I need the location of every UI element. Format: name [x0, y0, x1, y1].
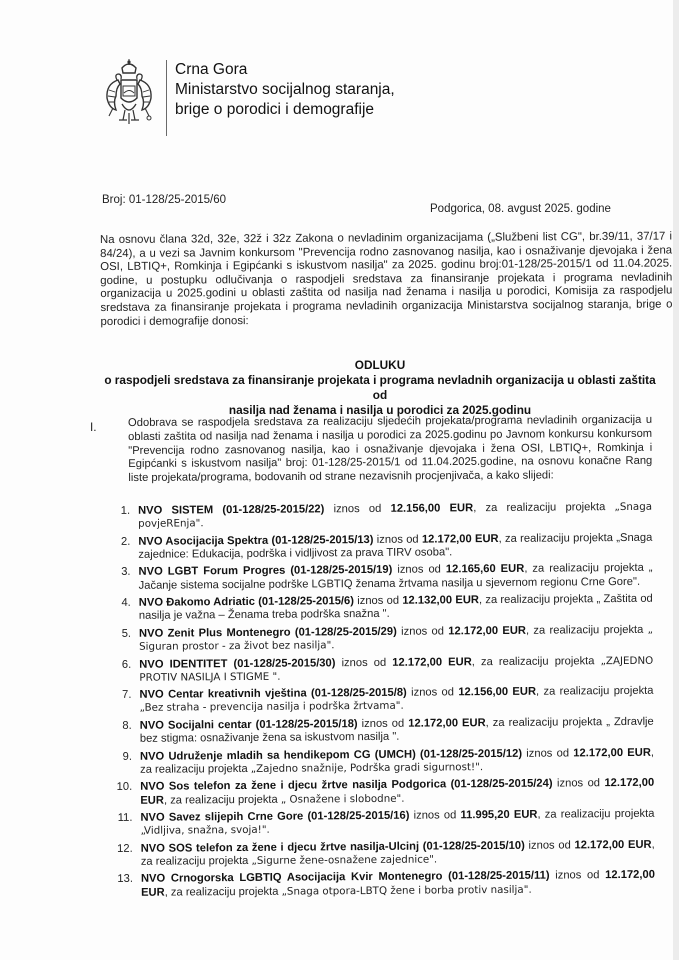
decision-heading: ODLUKU [354, 358, 406, 372]
project-title: „ Zdravlje bez stigma: osnaživanje žena sa iskustvom nasilja ". [139, 715, 654, 745]
decision-subtitle-line1: o raspodjeli sredstava za finansiranje projekata i programa nevladnih organizacija u oblasti zaštita od [104, 373, 656, 402]
organization: NVO Savez slijepih Crne Gore (01-128/25-2015/16) [140, 809, 410, 824]
ministry-name-line1: Ministarstvo socijalnog staranja, [175, 81, 395, 98]
list-item: 9. NVO Udruženje mladih sa hendikepom CG (UMCH) (01-128/25-2015/12) iznos od 12.172,00 EUR, za realizaciju projekta „Zajedno snažnije, Podrška gradi sigurnost!". [122, 746, 655, 776]
letterhead [104, 58, 395, 136]
page-edge-shadow [673, 0, 679, 960]
amount: 12.172,00 EUR [392, 655, 472, 669]
amount: 12.172,00 EUR [448, 624, 527, 638]
amount: 12.172,00 EUR [421, 532, 499, 546]
organization: NVO Sos telefon za žene i djecu žrtve nasilja Podgorica (01-128/25-2015/24) [140, 777, 553, 794]
project-title: „ Zaštita od nasilja je važna – Ženama treba podrška snažna ". [138, 592, 653, 623]
document-date: Podgorica, 08. avgust 2025. godine [430, 203, 611, 215]
organization: NVO Đakomo Adriatic (01-128/25-2015/6) [138, 595, 354, 609]
project-title: „Snaga povjeREnja". [138, 500, 653, 530]
reference-number: Broj: 01-128/25-2015/60 [102, 194, 227, 206]
grant-list [112, 501, 655, 904]
list-item: 3. NVO LGBT Forum Progres (01-128/25-2015/19) iznos od 12.165,60 EUR, za realizaciju projekta „ Jačanje sistema socijalne podrške LGBTIQ ženama žrtvama nasilja u sjevernom regionu Crne Gore". [121, 562, 653, 592]
project-title: „ Jačanje sistema socijalne podrške LGBTIQ ženama žrtvama nasilja u sjevernom regionu Crne Gore". [138, 562, 653, 592]
letterhead-divider [166, 60, 167, 136]
list-item: 13. NVO Crnogorska LGBTIQ Asocijacija Kvir Montenegro (01-128/25-2015/11) iznos od 12.172,00 EUR, za realizaciju projekta „Snaga otpora-LBTQ žene i borba protiv nasilja". [117, 869, 655, 899]
organization: NVO IDENTITET (01-128/25-2015/30) [139, 656, 336, 671]
organization: NVO Crnogorska LGBTIQ Asocijacija Kvir Montenegro (01-128/25-2015/11) [140, 870, 550, 886]
project-title: „ Siguran prostor - za život bez nasilja". [139, 623, 654, 653]
amount: 12.132,00 EUR [402, 594, 480, 607]
organization: NVO SOS telefon za žene i djecu žrtve nasilja-Ulcinj (01-128/25-2015/10) [140, 839, 525, 855]
organization: NVO Udruženje mladih sa hendikepom CG (UMCH) (01-128/25-2015/12) [139, 747, 523, 763]
list-item: 8. NVO Socijalni centar (01-128/25-2015/18) iznos od 12.172,00 EUR, za realizaciju projekta „ Zdravlje bez stigma: osnaživanje žena sa iskustvom nasilja ". [122, 715, 654, 745]
amount: 12.172,00 EUR [573, 746, 651, 760]
amount: 12.172,00 EUR [574, 838, 652, 852]
list-item: 10. NVO Sos telefon za žene i djecu žrtve nasilja Podgorica (01-128/25-2015/24) iznos od 12.172,00 EUR, za realizaciju projekta „ Osnažene i slobodne". [116, 777, 655, 807]
organization: NVO SISTEM (01-128/25-2015/22) [137, 503, 325, 517]
decision-subtitle-line2: nasilja nad ženama i nasilja u porodici za 2025.godinu [228, 403, 532, 417]
list-item: 1. NVO SISTEM (01-128/25-2015/22) iznos od 12.156,00 EUR, za realizaciju projekta „Snaga povjeREnja". [120, 500, 653, 530]
project-title: „ Osnažene i slobodne". [280, 792, 405, 806]
organization: NVO Asocijacija Spektra (01-128/25-2015/13) [138, 533, 374, 548]
list-item: 12. NVO SOS telefon za žene i djecu žrtve nasilja-Ulcinj (01-128/25-2015/10) iznos od 12.172,00 EUR, za realizaciju projekta „Sigurne žene-osnažene zajednice". [117, 838, 655, 868]
organization: NVO Zenit Plus Montenegro (01-128/25-2015/29) [138, 625, 397, 640]
amount: 12.172,00 EUR [408, 716, 486, 730]
organization: NVO Centar kreativnih vještina (01-128/25-2015/8) [139, 686, 407, 702]
project-title: „Snaga otpora-LBTQ žene i borba protiv nasilja". [281, 883, 532, 898]
amount: 11.995,20 EUR [460, 808, 538, 822]
country-name: Crna Gora [175, 61, 248, 78]
decision-title [100, 358, 660, 418]
project-title: „Zajedno snažnije, Podrška gradi sigurnost!". [250, 760, 484, 775]
project-title: „Sigurne žene-osnažene zajednice". [251, 853, 438, 867]
coat-of-arms-icon [104, 58, 154, 132]
organization: NVO Socijalni centar (01-128/25-2015/18) [139, 717, 358, 732]
project-title: „ZAJEDNO PROTIV NASILJA I STIGME ". [139, 654, 654, 684]
list-item: 7. NVO Centar kreativnih vještina (01-128/25-2015/8) iznos od 12.156,00 EUR, za realizaciju projekta „Bez straha - prevencija nasilja i podrška žrtvama". [122, 684, 654, 715]
list-item: 5. NVO Zenit Plus Montenegro (01-128/25-2015/29) iznos od 12.172,00 EUR, za realizaciju projekta „ Siguran prostor - za život bez nasilja". [121, 623, 654, 653]
project-title: „Vidljiva, snažna, svoja!". [140, 824, 270, 838]
list-item: 11. NVO Savez slijepih Crne Gore (01-128/25-2015/16) iznos od 11.995,20 EUR, za realizaciju projekta „Vidljiva, snažna, svoja!". [117, 807, 655, 838]
list-item: 6. NVO IDENTITET (01-128/25-2015/30) iznos od 12.172,00 EUR, za realizaciju projekta „ZAJEDNO PROTIV NASILJA I STIGME ". [121, 654, 654, 684]
preamble-paragraph: Na osnovu člana 32d, 32e, 32ž i 32z Zakona o nevladinim organizacijama („Službeni list CG", br.39/11, 37/17 i 84/24), a u vezi sa Javnim konkursom "Prevencija rodno zasnovanog nasilja, kao i osnaživanje djevojaka i žena OSI, LBTIQ+, Romkinja i Egipćanki s iskustvom nasilja" za 2025. godinu broj:01-128/25-2015/1 od 11.04.2025. godine, u postupku odlučivanja o raspodjeli sredstava za finansiranje projekata i programa nevladinih organizacija u 2025.godini u oblasti zaštita od nasilja nad ženama i nasilja u porodici, Komisija za raspodjelu sredstava za finansiranje projekata i programa nevladinih organizacija Ministarstva socijalnog staranja, brige o porodici i demografije donosi: [100, 230, 673, 328]
amount: 12.156,00 EUR [458, 685, 537, 699]
list-item: 2. NVO Asocijacija Spektra (01-128/25-2015/13) iznos od 12.172,00 EUR, za realizaciju projekta „Snaga zajednice: Edukacija, podrška i vidljivost za prava TIRV osoba". [120, 531, 653, 561]
project-title: „Snaga zajednice: Edukacija, podrška i vidljivost za prava TIRV osoba". [138, 531, 653, 561]
letterhead-text [175, 60, 395, 120]
list-item: 4. NVO Đakomo Adriatic (01-128/25-2015/6) iznos od 12.132,00 EUR, za realizaciju projekta „ Zaštita od nasilja je važna – Ženama treba podrška snažna ". [121, 592, 653, 623]
section-intro: Odobrava se raspodjela sredstava za realizaciju sljedećih projekata/programa nevladinih organizacija u oblasti zaštita od nasilja nad ženama i nasilja u porodici za 2025.godinu po Javnom konkursu konkursom "Prevencija rodno zasnovanog nasilja, kao i osnaživanje djevojaka i žena OSI, LBTIQ+, Romkinja i Egipćanki s iskustvom nasilja" broj: 01-128/25-2015/1 od 11.04.2025.godine, na osnovu konačne Rang liste projekata/programa, bodovanih od strane nezavisnih procjenjivača, a kako slijedi: [128, 413, 653, 485]
organization: NVO LGBT Forum Progres (01-128/25-2015/19) [138, 564, 393, 579]
amount: 12.172,00 EUR [140, 869, 655, 899]
amount: 12.172,00 EUR [140, 777, 655, 807]
amount: 12.165,60 EUR [445, 563, 525, 576]
project-title: „Bez straha - prevencija nasilja i podrška žrtvama". [139, 700, 404, 715]
amount: 12.156,00 EUR [390, 502, 474, 515]
section-number: I. [90, 420, 97, 434]
ministry-name-line2: brige o porodici i demografije [175, 101, 375, 118]
